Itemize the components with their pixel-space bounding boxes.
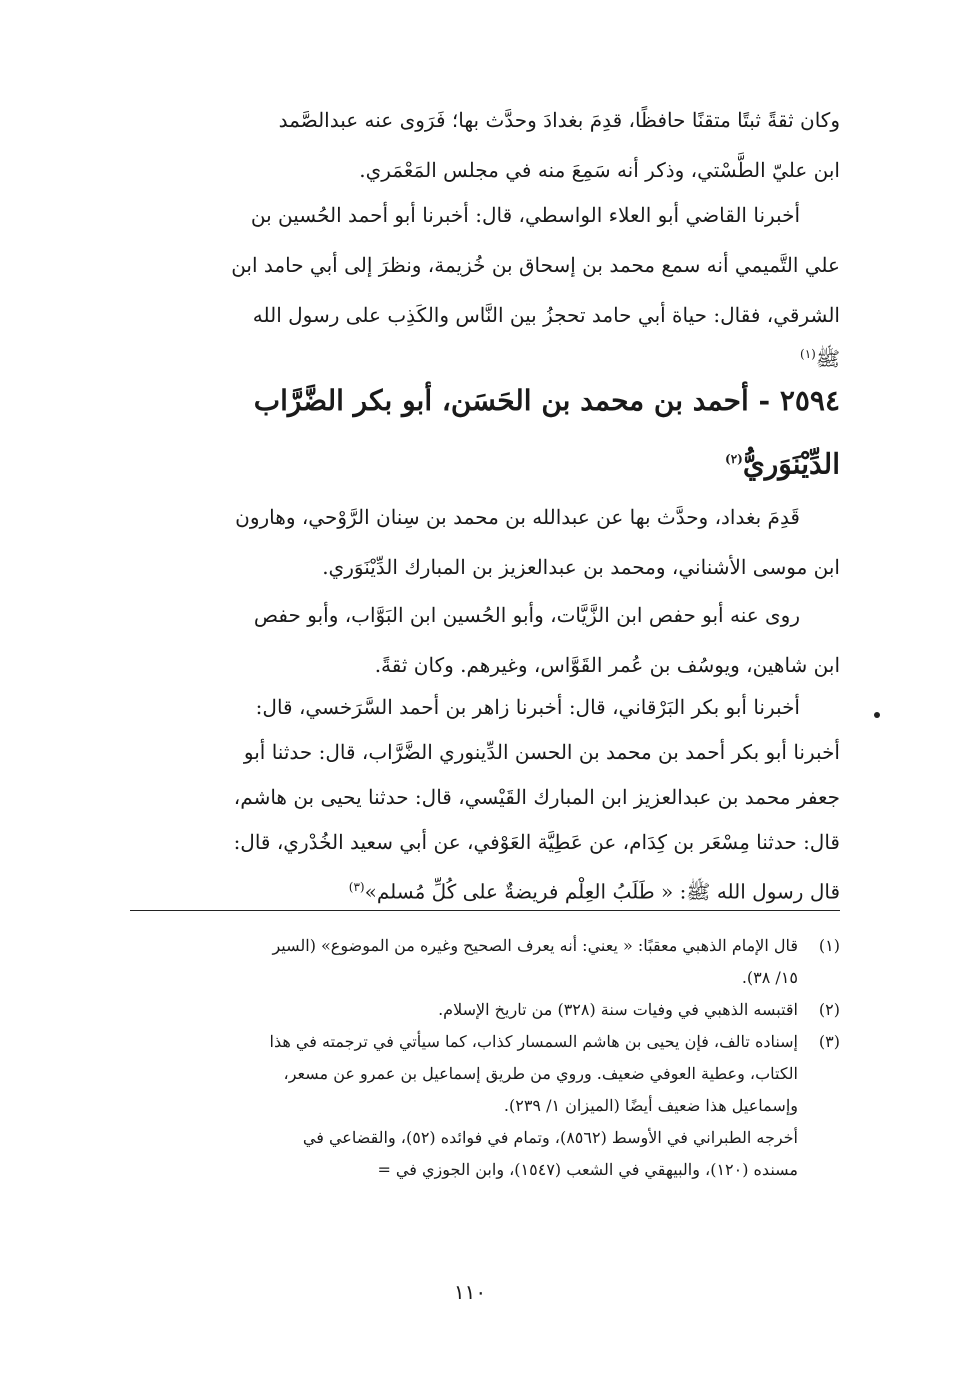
text-line: الشرقي، فقال: حياة أبي حامد تحجزُ بين النَّاس والكَذِب على رسول الله [252, 303, 840, 327]
hadith-text: قال رسول الله ﷺ: « طَلَبُ العِلْم فريضةٌ على كُلِّ مُسلم» [364, 879, 840, 904]
footnote-ref-2: (٢) [725, 452, 743, 466]
entry-title: ٢٥٩٤ - أحمد بن محمد بن الحَسَن، أبو بكر الضَّرَّاب [253, 384, 840, 417]
footnote-line: إسناده تالف، فإن يحيى بن هاشم السمسار كذاب، كما سيأتي في ترجمته في هذا [269, 1032, 798, 1051]
footnote-line: مسنده (١٢٠)، والبيهقي في الشعب (١٥٤٧)، وابن الجوزي في = [377, 1160, 798, 1179]
footnote-ref-1: (١) [800, 347, 816, 361]
text-line: قال: حدثنا مِسْعَر بن كِدَام، عن عَطِيَّة العَوْفي، عن أبي سعيد الخُدْري، قال: [233, 830, 840, 854]
footnote-2 [110, 994, 840, 1026]
margin-dot [874, 712, 880, 718]
paragraph-2 [130, 190, 840, 373]
salawat-glyph: ﷺ [815, 346, 840, 371]
footnote-continuation [110, 1122, 840, 1186]
text-line: قَدِمَ بغداد، وحدَّث بها عن عبدالله بن محمد بن سِنان الرَّوْحي، وهارون [235, 505, 800, 529]
text-line: وكان ثقةً ثبتًا متقنًا حافظًا، قدِمَ بغدادَ وحدَّث بها؛ فَرَوى عنه عبدالصَّمد [278, 108, 840, 132]
footnote-number: (٢) [818, 1000, 840, 1019]
text-line: أخبرنا القاضي أبو العلاء الواسطي، قال: أخبرنا أبو أحمد الحُسين بن [250, 203, 800, 227]
footnote-line: أخرجه الطبراني في الأوسط (٨٥٦٢)، وتمام في فوائده (٥٢)، والقضاعي في [302, 1128, 798, 1147]
footnote-1 [110, 930, 840, 994]
footnote-number: (٣) [818, 1032, 840, 1051]
text-line: علي التَّميمي أنه سمع محمد بن إسحاق بن خُزيمة، ونظرَ إلى أبي حامد ابن [231, 253, 840, 277]
text-line [130, 865, 840, 915]
text-line: ابن موسى الأشناني، ومحمد بن عبدالعزيز بن المبارك الدِّيْنَوَري. [322, 555, 840, 579]
footnote-line: الكتاب، وعطية العوفي ضعيف. وروي من طريق إسماعيل بن عمرو عن مسعر، [283, 1064, 798, 1083]
entry-title-continued [130, 430, 840, 493]
text-line [130, 340, 840, 373]
page-number: ١١٠ [453, 1280, 487, 1304]
paragraph-1 [130, 95, 840, 195]
paragraph-4 [130, 590, 840, 690]
text-line: أخبرنا أبو بكر أحمد بن محمد بن الحسن الدِّينوري الضَّرَّاب، قال: حدثنا أبو [243, 740, 840, 764]
footnote-number: (١) [818, 936, 840, 955]
footnote-separator [130, 910, 840, 911]
text-line: ابن عليّ الطَّسْتي، وذكر أنه سَمِعَ منه في مجلس المَعْمَري. [359, 158, 840, 182]
paragraph-3 [130, 492, 840, 592]
text-line: جعفر محمد بن عبدالعزيز ابن المبارك القَيْسي، قال: حدثنا يحيى بن هاشم، [233, 785, 840, 809]
entry-heading [130, 372, 840, 493]
text-line: ابن شاهين، ويوسُف بن عُمر القَوَّاس، وغيرهم. وكان ثقةً. [374, 653, 840, 677]
footnote-3 [110, 1026, 840, 1122]
footnotes [110, 930, 840, 1186]
footnote-line: اقتبسه الذهبي في وفيات سنة (٣٢٨) من تاريخ الإسلام. [438, 1000, 798, 1019]
text-line: أخبرنا أبو بكر البَرْقاني، قال: أخبرنا زاهر بن أحمد السَّرَخسي، قال: [255, 695, 800, 719]
footnote-line: ١٥/ ٣٨). [741, 968, 798, 987]
paragraph-5 [130, 685, 840, 915]
text-line: روى عنه أبو حفص ابن الزَّيَّات، وأبو الحُسين ابن البَوَّاب، وأبو حفص [253, 603, 800, 627]
footnote-line: وإسماعيل هذا ضعيف أيضًا (الميزان ١/ ٢٣٩). [503, 1096, 798, 1115]
footnote-line: قال الإمام الذهبي معقبًا: « يعني: أنه يعرف الصحيح وغيره من الموضوع» (السير [272, 936, 798, 955]
entry-nisba: الدِّيْنَوَريُّ [742, 447, 840, 481]
footnote-ref-3: (٣) [348, 880, 365, 894]
